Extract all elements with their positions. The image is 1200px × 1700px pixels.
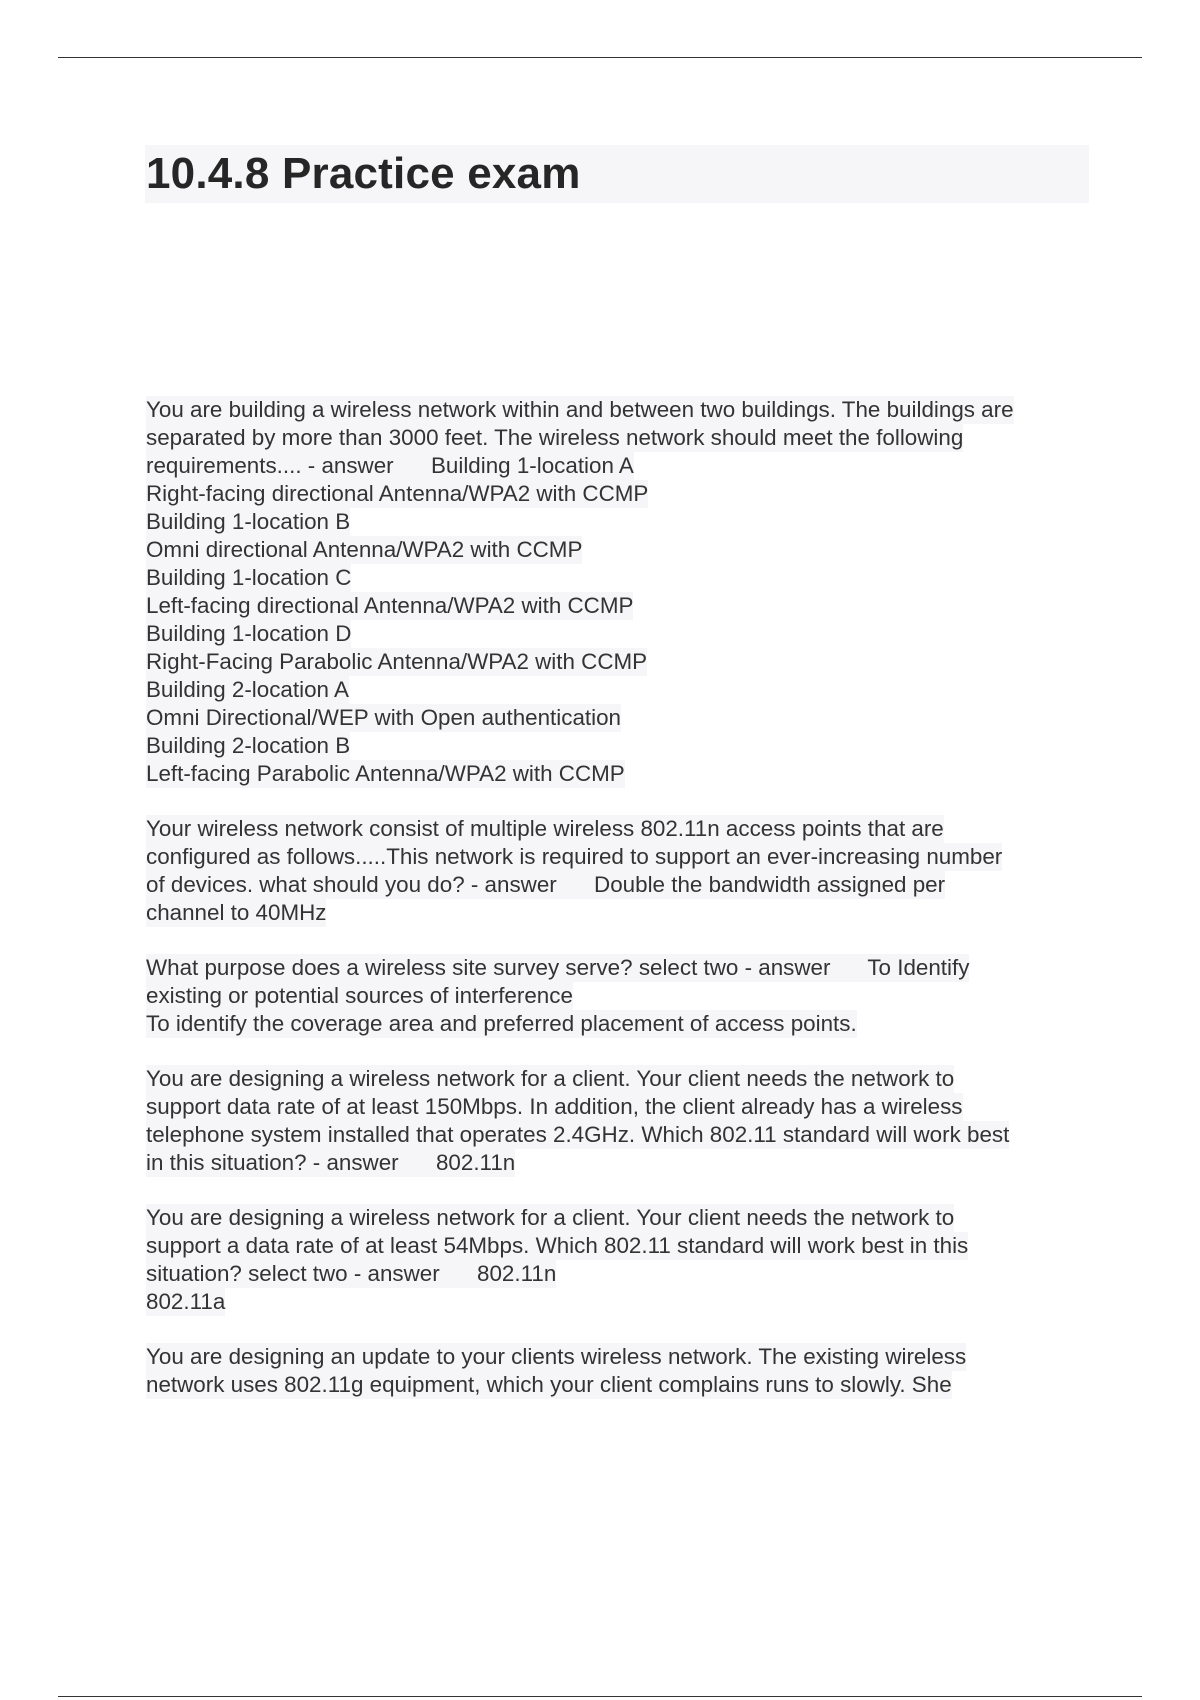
text-line: Right-facing directional Antenna/WPA2 with CCMP: [146, 481, 649, 506]
text-line: Omni directional Antenna/WPA2 with CCMP: [146, 537, 583, 562]
text-line: You are designing an update to your clients wireless network. The existing wireless: [146, 1344, 967, 1369]
text-line: situation? select two - answer 802.11n: [146, 1261, 557, 1286]
text-line: channel to 40MHz: [146, 900, 327, 925]
text-line: Building 1-location B: [146, 509, 351, 534]
text-line: of devices. what should you do? - answer Double the bandwidth assigned per: [146, 872, 946, 897]
text-line: support a data rate of at least 54Mbps. Which 802.11 standard will work best in this: [146, 1233, 969, 1258]
document-body: [146, 396, 1096, 1426]
text-line: existing or potential sources of interference: [146, 983, 573, 1008]
qa-entry: [146, 1065, 1096, 1177]
text-line: Left-facing Parabolic Antenna/WPA2 with CCMP: [146, 761, 625, 786]
text-line: Building 2-location A: [146, 677, 349, 702]
text-line: Building 2-location B: [146, 733, 351, 758]
footer-rule: [58, 1696, 1142, 1697]
text-line: Building 1-location C: [146, 565, 352, 590]
text-line: in this situation? - answer 802.11n: [146, 1150, 516, 1175]
qa-entry: [146, 954, 1096, 1038]
text-line: You are designing a wireless network for a client. Your client needs the network to: [146, 1205, 955, 1230]
text-line: support data rate of at least 150Mbps. In addition, the client already has a wireless: [146, 1094, 963, 1119]
text-line: configured as follows.....This network is required to support an ever-increasing number: [146, 844, 1003, 869]
text-line: Your wireless network consist of multiple wireless 802.11n access points that are: [146, 816, 944, 841]
text-line: To identify the coverage area and preferred placement of access points.: [146, 1011, 857, 1036]
text-line: 802.11a: [146, 1289, 226, 1314]
text-line: telephone system installed that operates 2.4GHz. Which 802.11 standard will work best: [146, 1122, 1010, 1147]
text-line: You are building a wireless network within and between two buildings. The buildings are: [146, 397, 1014, 422]
text-line: Omni Directional/WEP with Open authentication: [146, 705, 621, 730]
text-line: Left-facing directional Antenna/WPA2 with CCMP: [146, 593, 634, 618]
text-line: What purpose does a wireless site survey serve? select two - answer To Identify: [146, 955, 970, 980]
qa-entry: [146, 815, 1096, 927]
text-line: Building 1-location D: [146, 621, 352, 646]
qa-entry: [146, 1204, 1096, 1316]
text-line: requirements.... - answer Building 1-location A: [146, 453, 634, 478]
qa-entry: [146, 1343, 1096, 1399]
text-line: network uses 802.11g equipment, which your client complains runs to slowly. She: [146, 1372, 952, 1397]
page-title: 10.4.8 Practice exam: [146, 149, 581, 198]
text-line: separated by more than 3000 feet. The wireless network should meet the following: [146, 425, 964, 450]
header-rule: [58, 57, 1142, 58]
text-line: You are designing a wireless network for a client. Your client needs the network to: [146, 1066, 955, 1091]
qa-entry: [146, 396, 1096, 788]
text-line: Right-Facing Parabolic Antenna/WPA2 with CCMP: [146, 649, 648, 674]
